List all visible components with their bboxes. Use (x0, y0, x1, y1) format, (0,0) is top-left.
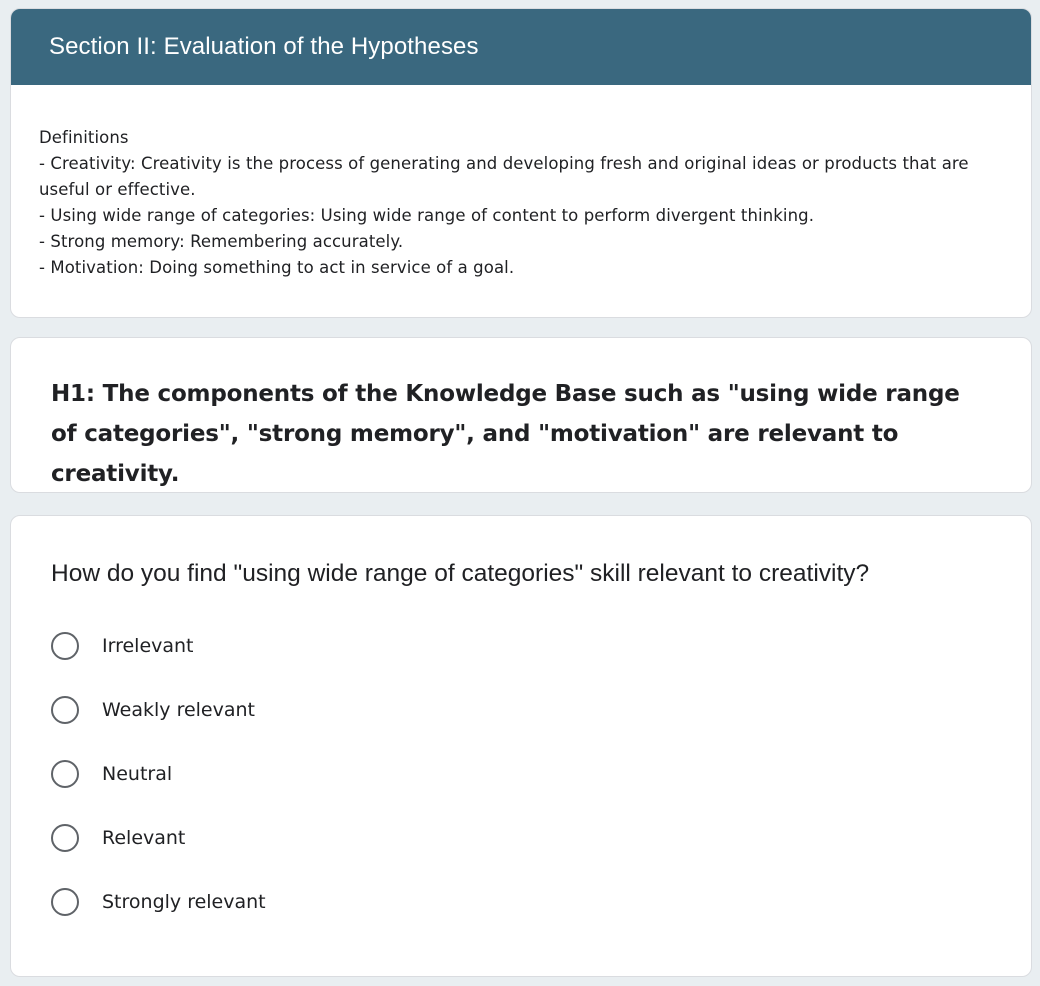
option-label: Neutral (102, 763, 173, 785)
definition-strong-memory: - Strong memory: Remembering accurately. (39, 232, 404, 251)
section-title: Section II: Evaluation of the Hypotheses (49, 33, 479, 60)
section-card (10, 8, 1032, 318)
question-title: How do you find "using wide range of categories" skill relevant to creativity? (51, 560, 870, 587)
definitions-heading: Definitions (39, 128, 129, 147)
section-header (11, 9, 1031, 85)
option-weakly-relevant[interactable] (51, 678, 991, 742)
option-strongly-relevant[interactable] (51, 870, 991, 934)
option-label: Irrelevant (102, 635, 194, 657)
definition-creativity: - Creativity: Creativity is the process of generating and developing fresh and original ideas or products that are useful or effective. (39, 154, 969, 199)
option-label: Strongly relevant (102, 891, 266, 913)
radio-button-icon[interactable] (51, 760, 79, 788)
hypothesis-card (10, 337, 1032, 493)
radio-group (51, 614, 991, 934)
question-card (10, 515, 1032, 977)
radio-button-icon[interactable] (51, 824, 79, 852)
option-label: Relevant (102, 827, 186, 849)
section-description (11, 85, 1031, 281)
radio-button-icon[interactable] (51, 696, 79, 724)
definition-motivation: - Motivation: Doing something to act in service of a goal. (39, 258, 515, 277)
radio-button-icon[interactable] (51, 632, 79, 660)
option-irrelevant[interactable] (51, 614, 991, 678)
hypothesis-text: H1: The components of the Knowledge Base such as "using wide range of categories", "strong memory", and "motivation" are relevant to creativity. (51, 381, 960, 487)
option-label: Weakly relevant (102, 699, 256, 721)
option-neutral[interactable] (51, 742, 991, 806)
option-relevant[interactable] (51, 806, 991, 870)
radio-button-icon[interactable] (51, 888, 79, 916)
definition-wide-range: - Using wide range of categories: Using wide range of content to perform divergent thinking. (39, 206, 815, 225)
